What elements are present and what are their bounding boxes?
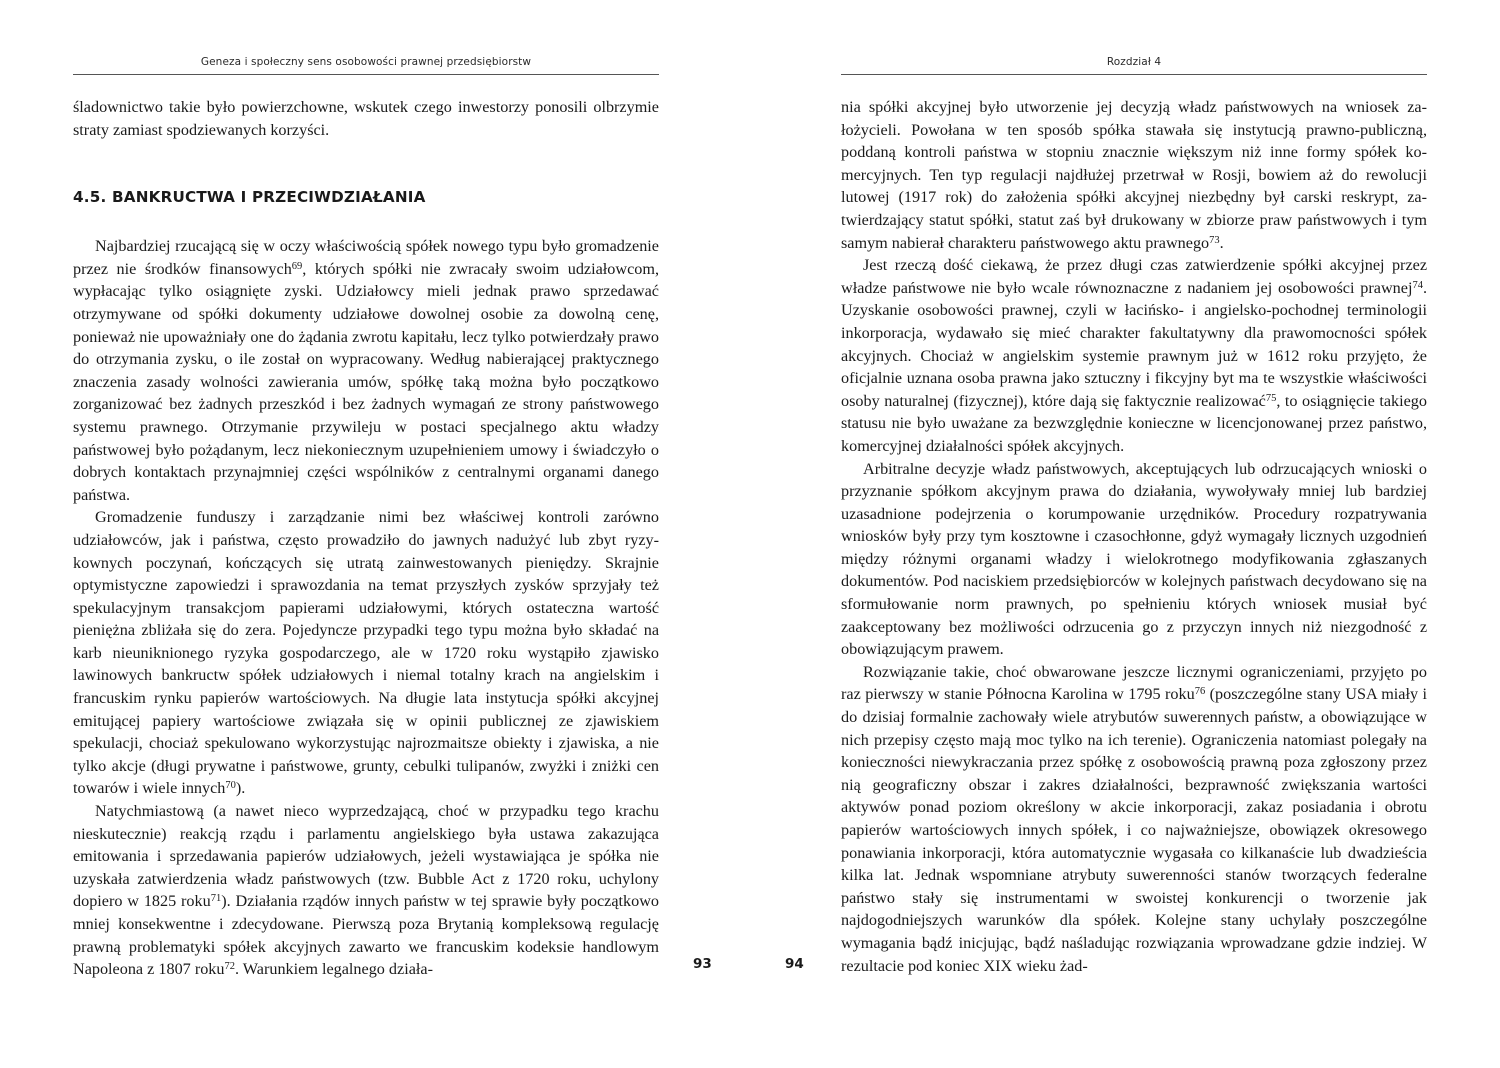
text-run: (poszczególne stany USA miały i do dzisiaj formalnie zachowały wiele atrybutów suwerennych państw, a obowiązujące w nich przepisy często mają moc tylko na ich terenie). Ograniczenia natomiast polegały na konieczności niewykraczania przez spółkę z osobowością prawną poza zgłoszony przez nią geograficzny obszar i zakres działalności, bezprawność zwiększania wartości aktywów ponad poziom określony w akcie inkorporacji, zakaz posiadania i obrotu papierów wartościowych innych spółek, i co najważniejsze, obowiązek okresowego ponawiania inkorporacji, która automatycznie wygasała co kilkanaście lub dwadzieścia kilka lat. Jednak wspomniane atrybuty suwerenności stanów tworzących federalne państwo stały się instrumentami w swoistej konkurencji o tworzenie jak najdogodniejszych warunków dla spółek. Kolejne stany uchylały poszczególne wymagania bądź inicjując, bądź naśladując rozwiązania wprowadzane gdzie indziej. W rezultacie pod koniec XIX wieku żad- [841, 685, 1427, 975]
left-body-text [73, 96, 659, 981]
right-page [841, 0, 1427, 1068]
section-heading: 4.5. BANKRUCTWA I PRZECIWDZIAŁANIA [73, 188, 426, 207]
text-run: Arbitralne decyzje władz państwowych, akceptujących lub odrzucających wnioski o przyznanie spółkom akcyjnym prawa do działania, wywoływały mniej lub bardziej uzasadnione podejrzenia o korumpowanie urzędników. Procedury rozpatrywania wniosków były przy tym kosztowne i czasochłonne, gdyż wymagały licznych uzgodnień między różnymi organami władzy i wielokrotnego modyfikowania zgłaszanych dokumentów. Pod naciskiem przedsiębiorców w kolejnych państwach decydowano się na sformułowanie norm prawnych, po spełnieniu których wniosek musiał być zaakceptowany bez możliwości odrzucenia go z przyczyn innych niż niezgodność z obowiązującym prawem. [841, 459, 1427, 659]
text-run: ). [235, 779, 246, 798]
left-page-number: 93 [693, 956, 712, 972]
footnote-marker-70: 70 [225, 780, 236, 792]
right-running-header: Rozdział 4 [1106, 56, 1162, 68]
footnote-marker-74: 74 [1412, 279, 1423, 291]
text-run: . Warunkiem legalnego działa- [235, 960, 433, 979]
left-opening-paragraph: śladownictwo takie było powierzchowne, wskutek czego inwestorzy ponosili olbrzymie straty zamiast spodziewanych korzyści. [73, 98, 659, 139]
footnote-marker-75: 75 [1265, 392, 1277, 404]
right-paragraph-2 [841, 254, 1427, 457]
left-paragraph-2 [73, 506, 659, 800]
text-run: Najbardziej rzucającą się w oczy właściwością spółek nowego typu było gromadzenie przez nie środków finansowych [73, 237, 659, 278]
left-header-rule [73, 74, 659, 75]
left-page [73, 0, 659, 1068]
right-paragraph-4 [841, 661, 1427, 977]
right-page-number: 94 [785, 956, 804, 972]
text-run: . [1219, 233, 1224, 252]
footnote-marker-72: 72 [224, 961, 235, 973]
left-paragraph-1 [73, 235, 659, 506]
text-run: nia spółki akcyjnej było utworzenie jej decyzją władz państwowych na wniosek założycieli. Powołana w ten sposób spółka stawała się instytucją prawno-publiczną, poddaną kontroli państwa w stopniu znacznie większym niż inne formy spółek komercyjnych. Ten typ regulacji najdłużej przetrwał w Rosji, bowiem aż do rewolucji lutowej (1917 rok) do założenia spółki akcyjnej niezbędny był carski reskrypt, zatwierdzający statut spółki, statut zaś był drukowany w zbiorze praw państwowych i tym samym nabierał charakteru państwowego aktu prawnego [841, 98, 1427, 252]
text-run: , to osiągnięcie takiego statusu nie było uważane za bezwzględnie konieczne w licencjonowanej przez państwo, komercyjnej działalności spółek akcyjnych. [841, 391, 1427, 455]
text-run: Rozwiązanie takie, choć obwarowane jeszcze licznymi ograniczeniami, przyjęto po raz pierwszy w stanie Północna Karolina w 1795 roku [841, 662, 1427, 704]
right-paragraph-1 [841, 96, 1427, 254]
text-run: Gromadzenie funduszy i zarządzanie nimi bez właściwej kontroli zarówno udziałowców, jak i państwa, często prowadziło do jawnych nadużyć lub zbyt ryzykownych poczynań, kończących się utratą zainwestowanych pieniędzy. Skrajnie optymistyczne zapowiedzi i sprawozdania na temat przyszłych zysków sprzyjały też spekulacyjnym transakcjom papierami udziałowymi, których ostateczna wartość pieniężna zbliżała się do zera. Pojedyncze przypadki tego typu można było składać na karb nieuniknionego ryzyka gospodarczego, ale w 1720 roku wystąpiło zjawisko lawinowych bankructw spółek udziałowych i niemal totalny krach na angielskim i francuskim rynku papierów wartościowych. Na długie lata instytucja spółki akcyjnej emitującej papiery wartościowe związała się w opinii publicznej ze zjawiskiem spekulacji, chociaż spekulowano wykorzystując najrozmaitsze obiekty i zjawiska, a nie tylko akcje (długi prywatne i państwowe, grunty, cebulki tulipanów, zwyżki i zniżki cen towarów i wiele innych [73, 508, 659, 798]
footnote-marker-73: 73 [1209, 234, 1220, 246]
left-running-header: Geneza i społeczny sens osobowości prawnej przedsiębiorstw [200, 56, 532, 68]
footnote-marker-76: 76 [1194, 686, 1206, 698]
text-run: ). Działania rządów innych państw w tej sprawie były początkowo mniej konsekwentne i zdecydowane. Pierwszą poza Brytanią kompleksową regulację prawną problematyki spółek akcyjnych zawarto we francuskim kodeksie handlowym Napoleona z 1807 roku [73, 892, 659, 979]
text-run: Jest rzeczą dość ciekawą, że przez długi czas zatwierdzenie spółki akcyjnej przez władze państwowe nie było wcale równoznaczne z nadaniem jej osobowości prawnej [841, 256, 1427, 297]
footnote-marker-71: 71 [210, 893, 222, 905]
right-paragraph-3 [841, 458, 1427, 661]
right-header-rule [841, 74, 1427, 75]
text-run: Natychmiastową (a nawet nieco wyprzedzającą, choć w przypadku tego krachu nieskutecznie) reakcją rządu i parlamentu angielskiego była ustawa zakazująca emitowania i sprzedawania papierów udziałowych, jeżeli wystawiająca je spółka nie uzyskała zatwierdzenia władz państwowych (tzw. Bubble Act z 1720 roku, uchylony dopiero w 1825 roku [73, 802, 659, 911]
text-run: , których spółki nie zwracały swoim udziałowcom, wypłacając tylko osiągnięte zyski. Udziałowcy mieli jednak prawo sprzedawać otrzymywane od spółki dokumenty udziałowe dowolnej osobie za dowolną cenę, ponieważ nie upoważniały one do żądania zwrotu kapitału, lecz tylko potwierdzały prawo do otrzymania zysku, o ile został on wypracowany. Według nabierającej praktycznego znaczenia zasady wolności zawierania umów, spółkę taką można było początkowo zorganizować bez żadnych przeszkód i bez żadnych wymagań ze strony państwowego systemu prawnego. Otrzymanie przywileju w postaci specjalnego aktu władzy państwowej było pożądanym, lecz niekoniecznym uzupełnieniem umowy i świadczyło o dobrych kontaktach przynajmniej części wspólników z centralnymi organami danego państwa. [73, 259, 659, 504]
footnote-marker-69: 69 [291, 260, 303, 272]
left-paragraph-3 [73, 800, 659, 981]
right-body-text [841, 96, 1427, 977]
text-run: . Uzyskanie osobowości prawnej, czyli w łacińsko- i angielsko-pochodnej terminologii inkorporacja, wydawało się mieć charakter fakultatywny dla prawomocności spółek akcyjnych. Chociaż w angielskim systemie prawnym już w 1612 roku przyjęto, że oficjalnie uznana osoba prawna jako sztuczny i fikcyjny byt ma te wszystkie właściwości osoby naturalnej (fizycznej), które dają się faktycznie realizować [841, 278, 1427, 410]
